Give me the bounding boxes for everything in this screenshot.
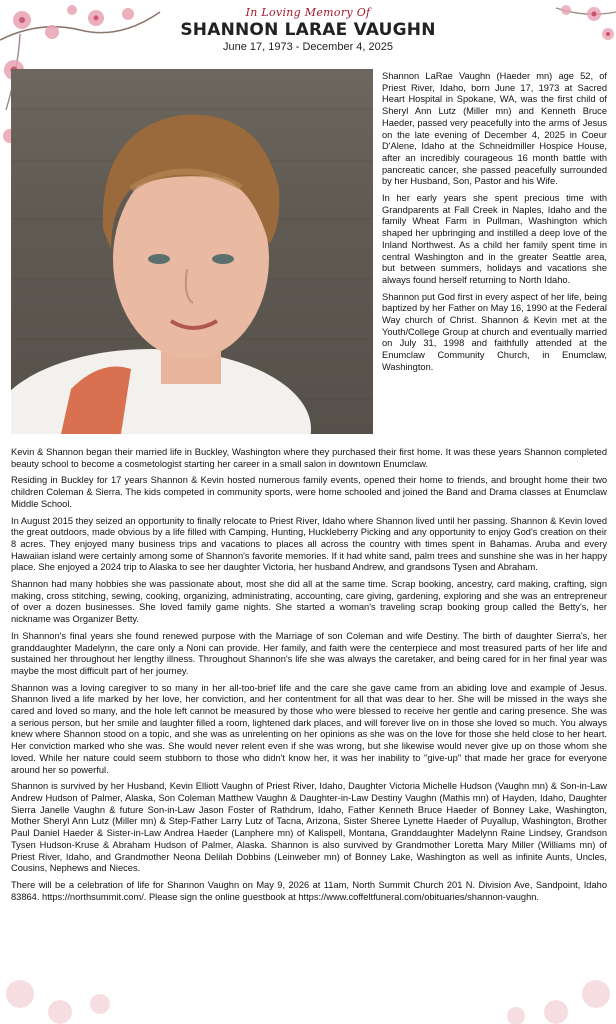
paragraph-hobbies: Shannon had many hobbies she was passionate about, most she did all at the same time. Scrap booking, ancestry, card making, crafting, sign making, cross stitching, sewing, cooking, organizing, administrating, accounting, care giving, gardening, exploring and she was an entrepreneur of over a dozen businesses. She loved family game nights. She started a woman's traveling scrap booking group called the Betty's, her nickname was Organizer Betty. (11, 579, 607, 625)
deceased-name: SHANNON LARAE VAUGHN (180, 20, 436, 40)
obituary-column-full (11, 447, 607, 908)
paragraph-survived-by: Shannon is survived by her Husband, Kevin Elliott Vaughn of Priest River, Idaho, Daughter Victoria Michelle Hudson (Vaughn mn) & Son-in-Law Andrew Hudson of Palmer, Alaska, Son Coleman Matthew Vaughn & Daughter-in-Law Destiny Vaughn (Mathis mn) of Hayden, Idaho, Daughter Sierra Janelle Vaughn & future Son-in-Law Jason Foster of Rathdrum, Idaho, Father Kenneth Bruce Haeder of Bonney Lake, Washington, Mother Sheryl Ann Lutz (Miller mn) & Step-Father Larry Lutz of Tacna, Arizona, Sister Sheree Lynette Haeder of Puyallup, Washington, Brother Paul Daniel Haeder & Sister-in-Law Andrea Haeder (Lanphere mn) of Kalispell, Montana, Granddaughter Madelynn Raine Lindsey, Grandson Tysen Hudson-Kruse & Abraham Hudson of Palmer, Alaska. Shannon is also survived by Grandmother Loretta Mary Miller (Williams mn) of Priest River, Idaho, and Grandmother Neona Delilah Dobbins (Leinweber mn) of Bonney Lake, Washington as well as infinite Aunts, Uncles, Cousins, Nephews and Nieces. (11, 781, 607, 874)
cherry-blossom-decoration-bottom-right (476, 924, 616, 1024)
paragraph-final-years: In Shannon's final years she found renewed purpose with the Marriage of son Coleman and wife Destiny. The birth of daughter Sierra's, her granddaughter Madelynn, the care only a Noni can provide. Her family, and faith were the centerpiece and most treasured parts of her life and sustained her throughout her lengthy illness. Throughout Shannon's life she was always the caretaker, and being cared for in her final year was maybe the most difficult part of her journey. (11, 630, 607, 676)
paragraph-buckley: Residing in Buckley for 17 years Shannon & Kevin hosted numerous family events, opened their home to friends, and brought home their two children Coleman & Sierra. The kids competed in community sports, were home schooled and joined the Band and Drama classes at Enumclaw Middle School. (11, 475, 607, 509)
portrait-photo (11, 69, 373, 434)
paragraph-married-life: Kevin & Shannon began their married life in Buckley, Washington where they purchased their first home. It was these years Shannon completed beauty school to become a cosmetologist starting her career in a small salon in downtown Enumclaw. (11, 447, 607, 469)
obituary-header (0, 6, 616, 53)
paragraph-birth: Shannon LaRae Vaughn (Haeder mn) age 52, of Priest River, Idaho, born June 17, 1973 at Sacred Heart Hospital in Spokane, WA, was the first child of Sheryl Ann Lutz (Miller mn) and Kenneth Bruce Haeder, passed very peacefully into the arms of Jesus on the late evening of December 4, 2025 in Coeur D'Alene, Idaho at the Schneidmiller Hospice House, after an incredibly courageous 16 month battle with pancreatic cancer, she passed peacefully surrounded by her Husband, Son, Pastor and his Wife. (382, 71, 607, 187)
paragraph-faith: Shannon put God first in every aspect of her life, being baptized by her Father on May 16, 1990 at the Federal Way church of Christ. Shannon & Kevin met at the Youth/College Group at church and eventually married on July 31, 1998 and faithfully attended at the Enumclaw Community Church, in Enumclaw, Washington. (382, 291, 607, 372)
cherry-blossom-decoration-bottom-left (0, 914, 150, 1024)
tribute-heading: In Loving Memory Of (245, 6, 371, 19)
life-dates: June 17, 1973 - December 4, 2025 (222, 41, 393, 53)
paragraph-character: Shannon was a loving caregiver to so many in her all-too-brief life and the care she gave came from an abiding love and example of Jesus. Shannon lived a life marked by her love, her conviction, and her contentment for all that was dear to her. She will be missed in the ways she cared and loved so many, and the hole left cannot be measured by those who were blessed to receive her gentle and caring presence. She was a serious person, but her smile and laughter filled a room, lightened dark places, and will forever live on in those she loved so much. You always knew where Shannon stood on a topic, and she was as unrelenting on her opinions as she was on the love for those she held close to her heart. Her conviction marked who she was. She would never relent even if she was wrong, but she likewise would never give up on those whom she loved. While her nature could seem stubborn to those who didn't know her, it was her inability to "give-up" that made her grace for everyone around her so powerful. (11, 682, 607, 775)
paragraph-celebration-of-life: There will be a celebration of life for Shannon Vaughn on May 9, 2026 at 11am, North Summit Church 201 N. Division Ave, Sandpoint, Idaho 83864. https://northsummit.com/. Please sign the online guestbook at https://www.coffeltfuneral.com/obituaries/shannon-vaughn. (11, 879, 607, 902)
paragraph-early-years: In her early years she spent precious time with Grandparents at Fall Creek in Naples, Idaho and the family Wheat Farm in Pullman, Washington which shaped her upbringing and instilled a deep love of the Inland Northwest. As a child her family spent time in central Washington and in the greater Seattle area, but between summers, holidays and vacations she always found herself returning to North Idaho. (382, 193, 607, 285)
portrait-illustration (11, 69, 373, 434)
obituary-column-right (382, 71, 607, 379)
paragraph-priest-river: In August 2015 they seized an opportunity to finally relocate to Priest River, Idaho where Shannon lived until her passing. Shannon & Kevin loved the great outdoors, made obvious by a life filled with Camping, Hunting, Huckleberry Picking and any opportunity to enjoy God's creation on their 8 acres. They enjoyed many business trips and vacations to places all across the country with times spent in Bahamas. Aruba and every Hawaiian island were certainly among some of Shannon's favorite memories. If it had white sand, palm trees and sunshine she was in her happy place. She enjoyed a 2024 trip to Alaska to see her daughter Victoria, her husband Andrew, and grandsons Tysen and Abraham. (11, 515, 607, 573)
